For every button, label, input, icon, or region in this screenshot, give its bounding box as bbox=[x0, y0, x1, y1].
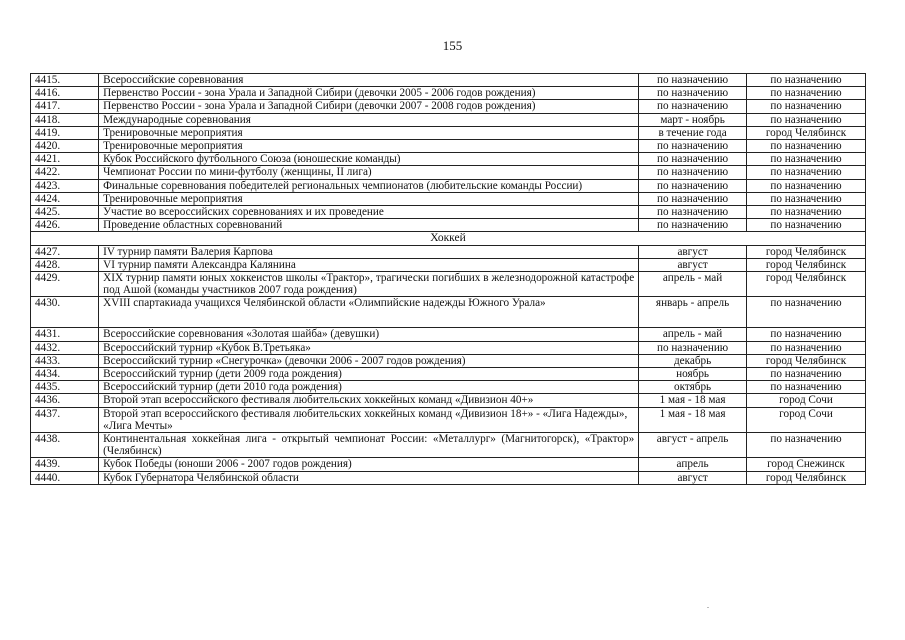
row-number: 4425. bbox=[31, 206, 99, 219]
event-date: август - апрель bbox=[639, 433, 747, 458]
event-place: город Челябинск bbox=[746, 354, 865, 367]
table-row bbox=[31, 381, 866, 394]
row-number: 4416. bbox=[31, 87, 99, 100]
table-row bbox=[31, 297, 866, 328]
event-place: по назначению bbox=[746, 206, 865, 219]
event-date: по назначению bbox=[639, 341, 747, 354]
table-row bbox=[31, 272, 866, 297]
event-place: по назначению bbox=[746, 179, 865, 192]
row-number: 4440. bbox=[31, 471, 99, 484]
table-row bbox=[31, 219, 866, 232]
table-row bbox=[31, 354, 866, 367]
row-number: 4426. bbox=[31, 219, 99, 232]
table-row bbox=[31, 113, 866, 126]
event-place: по назначению bbox=[746, 192, 865, 205]
table-row bbox=[31, 433, 866, 458]
row-number: 4422. bbox=[31, 166, 99, 179]
event-place: город Сочи bbox=[746, 394, 865, 407]
event-name: Всероссийский турнир (дети 2009 года рождения) bbox=[99, 368, 639, 381]
event-place: по назначению bbox=[746, 368, 865, 381]
event-name: Континентальная хоккейная лига - открытый чемпионат России: «Металлург» (Магнитогорск), «Трактор» (Челябинск) bbox=[99, 433, 639, 458]
event-place: по назначению bbox=[746, 140, 865, 153]
event-name: Второй этап всероссийского фестиваля любительских хоккейных команд «Дивизион 18+» - «Лига Надежды», «Лига Мечты» bbox=[99, 407, 639, 432]
event-place: город Сочи bbox=[746, 407, 865, 432]
event-name: Всероссийские соревнования bbox=[99, 74, 639, 87]
event-date: в течение года bbox=[639, 126, 747, 139]
event-place: город Челябинск bbox=[746, 245, 865, 258]
event-name: Кубок Победы (юноши 2006 - 2007 годов рождения) bbox=[99, 458, 639, 471]
row-number: 4417. bbox=[31, 100, 99, 113]
row-number: 4419. bbox=[31, 126, 99, 139]
event-place: город Челябинск bbox=[746, 272, 865, 297]
row-number: 4428. bbox=[31, 258, 99, 271]
table-row bbox=[31, 166, 866, 179]
row-number: 4430. bbox=[31, 297, 99, 328]
row-number: 4437. bbox=[31, 407, 99, 432]
event-date: по назначению bbox=[639, 100, 747, 113]
event-name: Кубок Губернатора Челябинской области bbox=[99, 471, 639, 484]
event-place: по назначению bbox=[746, 219, 865, 232]
event-date: по назначению bbox=[639, 87, 747, 100]
page-number: 155 bbox=[442, 38, 463, 53]
event-place: город Челябинск bbox=[746, 471, 865, 484]
row-number: 4432. bbox=[31, 341, 99, 354]
event-place: по назначению bbox=[746, 166, 865, 179]
event-name: Кубок Российского футбольного Союза (юношеские команды) bbox=[99, 153, 639, 166]
event-name: Второй этап всероссийского фестиваля любительских хоккейных команд «Дивизион 40+» bbox=[99, 394, 639, 407]
row-number: 4420. bbox=[31, 140, 99, 153]
event-name: Первенство России - зона Урала и Западной Сибири (девочки 2005 - 2006 годов рождения) bbox=[99, 87, 639, 100]
event-name: Всероссийский турнир «Кубок В.Третьяка» bbox=[99, 341, 639, 354]
event-name: Тренировочные мероприятия bbox=[99, 140, 639, 153]
event-date: август bbox=[639, 245, 747, 258]
event-name: Всероссийские соревнования «Золотая шайба» (девушки) bbox=[99, 328, 639, 341]
event-place: по назначению bbox=[746, 100, 865, 113]
table-row bbox=[31, 328, 866, 341]
event-place: по назначению bbox=[746, 153, 865, 166]
event-name: Всероссийский турнир «Снегурочка» (девочки 2006 - 2007 годов рождения) bbox=[99, 354, 639, 367]
table-row bbox=[31, 74, 866, 87]
event-date: апрель - май bbox=[639, 272, 747, 297]
row-number: 4424. bbox=[31, 192, 99, 205]
event-name: Чемпионат России по мини-футболу (женщины, II лига) bbox=[99, 166, 639, 179]
row-number: 4418. bbox=[31, 113, 99, 126]
scan-speck bbox=[707, 607, 709, 608]
event-place: по назначению bbox=[746, 113, 865, 126]
event-name: XIX турнир памяти юных хоккеистов школы «Трактор», трагически погибших в железнодорожной катастрофе под Ашой (команды участников 2007 года рождения) bbox=[99, 272, 639, 297]
row-number: 4439. bbox=[31, 458, 99, 471]
row-number: 4438. bbox=[31, 433, 99, 458]
event-date: август bbox=[639, 258, 747, 271]
section-title: Хоккей bbox=[31, 232, 866, 245]
table-row bbox=[31, 206, 866, 219]
event-name: Всероссийский турнир (дети 2010 года рождения) bbox=[99, 381, 639, 394]
event-date: апрель - май bbox=[639, 328, 747, 341]
row-number: 4423. bbox=[31, 179, 99, 192]
event-date: декабрь bbox=[639, 354, 747, 367]
event-place: по назначению bbox=[746, 328, 865, 341]
event-date: по назначению bbox=[639, 219, 747, 232]
event-date: март - ноябрь bbox=[639, 113, 747, 126]
row-number: 4431. bbox=[31, 328, 99, 341]
event-name: Финальные соревнования победителей региональных чемпионатов (любительские команды России) bbox=[99, 179, 639, 192]
event-name: Проведение областных соревнований bbox=[99, 219, 639, 232]
table-row bbox=[31, 100, 866, 113]
table-row bbox=[31, 179, 866, 192]
event-place: по назначению bbox=[746, 74, 865, 87]
event-name: Тренировочные мероприятия bbox=[99, 126, 639, 139]
table-row bbox=[31, 458, 866, 471]
event-date: по назначению bbox=[639, 166, 747, 179]
row-number: 4434. bbox=[31, 368, 99, 381]
event-name: Первенство России - зона Урала и Западной Сибири (девочки 2007 - 2008 годов рождения) bbox=[99, 100, 639, 113]
event-date: октябрь bbox=[639, 381, 747, 394]
table-row bbox=[31, 140, 866, 153]
row-number: 4421. bbox=[31, 153, 99, 166]
event-name: Участие во всероссийских соревнованиях и их проведение bbox=[99, 206, 639, 219]
event-date: 1 мая - 18 мая bbox=[639, 394, 747, 407]
event-name: VI турнир памяти Александра Калянина bbox=[99, 258, 639, 271]
event-date: по назначению bbox=[639, 74, 747, 87]
event-date: 1 мая - 18 мая bbox=[639, 407, 747, 432]
event-date: по назначению bbox=[639, 192, 747, 205]
event-place: город Челябинск bbox=[746, 126, 865, 139]
table-row bbox=[31, 87, 866, 100]
section-row bbox=[31, 232, 866, 245]
table-row bbox=[31, 471, 866, 484]
table-row bbox=[31, 153, 866, 166]
event-name: Тренировочные мероприятия bbox=[99, 192, 639, 205]
event-date: по назначению bbox=[639, 153, 747, 166]
event-name: Международные соревнования bbox=[99, 113, 639, 126]
table-row bbox=[31, 394, 866, 407]
event-place: город Челябинск bbox=[746, 258, 865, 271]
event-date: по назначению bbox=[639, 140, 747, 153]
event-date: по назначению bbox=[639, 179, 747, 192]
event-name: IV турнир памяти Валерия Карпова bbox=[99, 245, 639, 258]
event-place: по назначению bbox=[746, 433, 865, 458]
table-row bbox=[31, 245, 866, 258]
table-row bbox=[31, 407, 866, 432]
row-number: 4435. bbox=[31, 381, 99, 394]
row-number: 4415. bbox=[31, 74, 99, 87]
event-name: XVIII спартакиада учащихся Челябинской области «Олимпийские надежды Южного Урала» bbox=[99, 297, 639, 328]
table-row bbox=[31, 368, 866, 381]
event-date: август bbox=[639, 471, 747, 484]
event-place: город Снежинск bbox=[746, 458, 865, 471]
event-place: по назначению bbox=[746, 87, 865, 100]
event-place: по назначению bbox=[746, 341, 865, 354]
row-number: 4436. bbox=[31, 394, 99, 407]
event-place: по назначению bbox=[746, 297, 865, 328]
row-number: 4433. bbox=[31, 354, 99, 367]
table-row bbox=[31, 192, 866, 205]
table-row bbox=[31, 258, 866, 271]
event-date: по назначению bbox=[639, 206, 747, 219]
event-date: ноябрь bbox=[639, 368, 747, 381]
row-number: 4429. bbox=[31, 272, 99, 297]
table-row bbox=[31, 341, 866, 354]
events-table bbox=[30, 73, 866, 485]
event-place: по назначению bbox=[746, 381, 865, 394]
row-number: 4427. bbox=[31, 245, 99, 258]
event-date: апрель bbox=[639, 458, 747, 471]
table-row bbox=[31, 126, 866, 139]
event-date: январь - апрель bbox=[639, 297, 747, 328]
